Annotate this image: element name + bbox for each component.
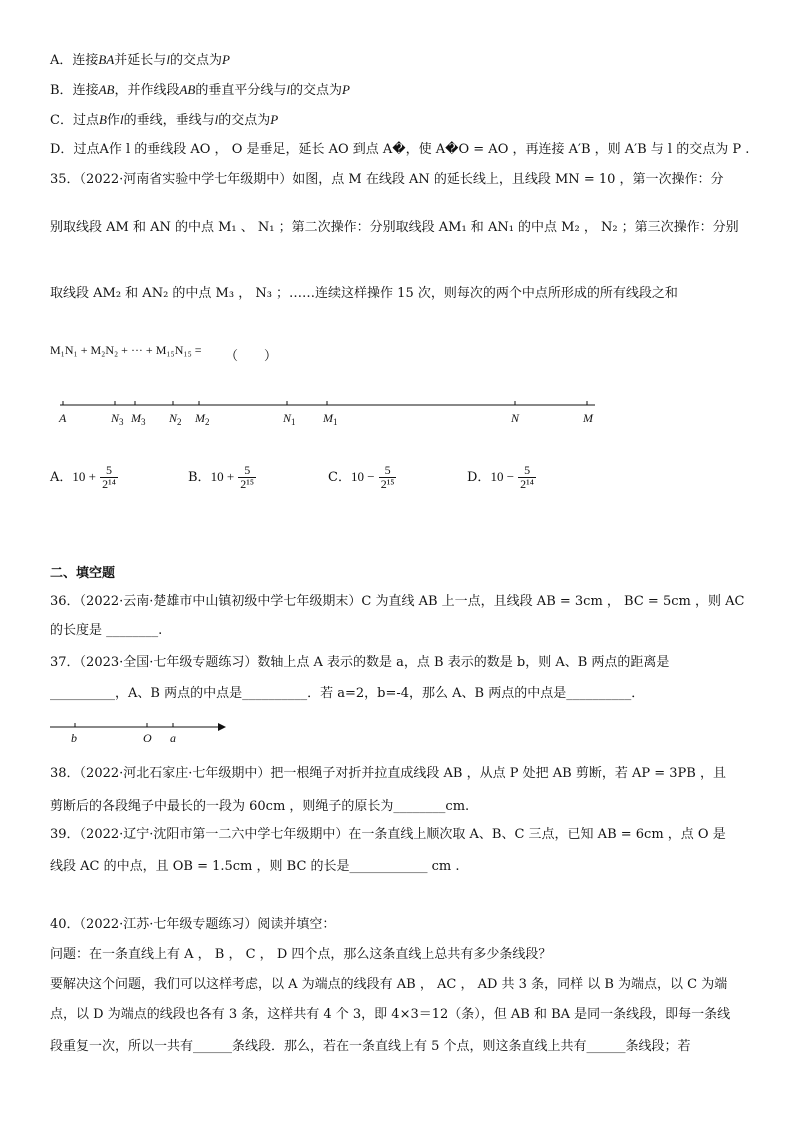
- q36-line-1: 36．（2022·云南·楚雄市中山镇初级中学七年级期末）C 为直线 AB 上一点，且线段 AB = 3cm ， BC = 5cm ，则 AC: [50, 594, 745, 609]
- axis-label-a: a: [170, 731, 176, 745]
- q38-line-2: 剪断后的各段绳子中最长的一段为 60cm ，则绳子的原长为________cm.: [50, 799, 470, 814]
- fraction: $\frac{5}{\text{2¹⁵}}$: [240, 463, 255, 491]
- q35-option-c: C．10 − $\frac{5}{\text{2¹⁵}}$: [328, 463, 395, 491]
- figure-label-n: N: [511, 411, 520, 425]
- q37-line-1: 37．（2023·全国·七年级专题练习）数轴上点 A 表示的数是 a，点 B 表示的数是 b，则 A、B 两点的距离是: [50, 655, 670, 670]
- q36-line-2: 的长度是 ________.: [50, 623, 163, 638]
- figure-label-n3: $N_3$: [111, 411, 124, 427]
- arrow-icon: [218, 723, 226, 731]
- figure-label-a: A: [59, 411, 67, 425]
- q35-line-1: 35．（2022·河南省实验中学七年级期中）如图，点 M 在线段 AN 的延长线上，且线段 MN = 10 ，第一次操作：分: [50, 172, 724, 187]
- fraction: $\frac{5}{\text{2¹⁴}}$: [520, 463, 534, 491]
- figure-label-n1: $N_1$: [283, 411, 296, 427]
- section-title: 二、填空题: [50, 566, 116, 581]
- figure-label-n2: $N_2$: [169, 411, 182, 427]
- q35-answer-paren: （ ）: [225, 349, 278, 364]
- figure-label-m: M: [583, 411, 593, 425]
- q35-sum-expression: M₁N₁ + M₂N₂ + ··· + M₁₅N₁₅ =: [50, 343, 202, 357]
- q40-line-5: 段重复一次，所以一共有______条线段．那么，若在一条直线上有 5 个点，则这条直线上共有______条线段；若: [50, 1039, 691, 1054]
- q34-option-b: B．连接AB，并作线段AB的垂直平分线与l的交点为P: [50, 82, 350, 98]
- q40-line-4: 点，以 D 为端点的线段也各有 3 条，这样共有 4 个 3，即 4×3＝12（条），但 AB 和 BA 是同一条线段，即每一条线: [50, 1007, 731, 1022]
- q38-line-1: 38．（2022·河北石家庄·七年级期中）把一根绳子对折并拉直成线段 AB ，从点 P 处把 AB 剪断，若 AP = 3PB ，且: [50, 766, 726, 781]
- q35-line-3: 取线段 AM₂ 和 AN₂ 的中点 M₃ ， N₃ ；……连续这样操作 15 次，则每次的两个中点所形成的所有线段之和: [50, 286, 678, 301]
- fraction: $\frac{5}{\text{2¹⁴}}$: [102, 463, 116, 491]
- figure-label-m2: $M_2$: [195, 411, 210, 427]
- q35-option-a: A．10 + $\frac{5}{\text{2¹⁴}}$: [50, 463, 116, 491]
- q40-line-3: 要解决这个问题，我们可以这样考虑，以 A 为端点的线段有 AB ， AC ， AD 共 3 条，同样 以 B 为端点，以 C 为端: [50, 977, 728, 992]
- axis-label-o: O: [143, 731, 152, 745]
- q39-line-2: 线段 AC 的中点，且 OB = 1.5cm ，则 BC 的长是____________ cm .: [50, 859, 460, 874]
- figure-label-m1: $M_1$: [323, 411, 338, 427]
- q37-line-2: __________，A、B 两点的中点是__________．若 a=2，b=-4，那么 A、B 两点的中点是__________．: [50, 686, 645, 701]
- q34-option-a: A．连接BA并延长与l的交点为P: [50, 52, 230, 68]
- figure-label-m3: $M_3$: [131, 411, 146, 427]
- q35-option-b: B．10 + $\frac{5}{\text{2¹⁵}}$: [188, 463, 255, 491]
- q39-line-1: 39．（2022·辽宁·沈阳市第一二六中学七年级期中）在一条直线上顺次取 A、B、C 三点，已知 AB = 6cm ，点 O 是: [50, 827, 726, 842]
- axis-label-b: b: [71, 731, 77, 745]
- q34-option-d: D．过点A作 l 的垂线段 AO ， O 是垂足，延长 AO 到点 A�，使 A�O = AO ，再连接 A′B ，则 A′B 与 l 的交点为 P .: [50, 142, 750, 157]
- q35-option-d: D．10 − $\frac{5}{\text{2¹⁴}}$: [467, 463, 534, 491]
- fraction: $\frac{5}{\text{2¹⁵}}$: [380, 463, 395, 491]
- q35-line-2: 别取线段 AM 和 AN 的中点 M₁ 、 N₁ ；第二次操作：分别取线段 AM₁ 和 AN₁ 的中点 M₂ ， N₂ ；第三次操作：分别: [50, 220, 739, 235]
- q40-line-1: 40．（2022·江苏·七年级专题练习）阅读并填空：: [50, 917, 336, 932]
- q37-number-line: [48, 718, 228, 748]
- q34-option-c: C．过点B作l的垂线，垂线与l的交点为P: [50, 112, 279, 128]
- q40-line-2: 问题：在一条直线上有 A ， B ， C ， D 四个点，那么这条直线上总共有多少条线段？: [50, 947, 552, 962]
- q35-segment-figure: [55, 395, 605, 435]
